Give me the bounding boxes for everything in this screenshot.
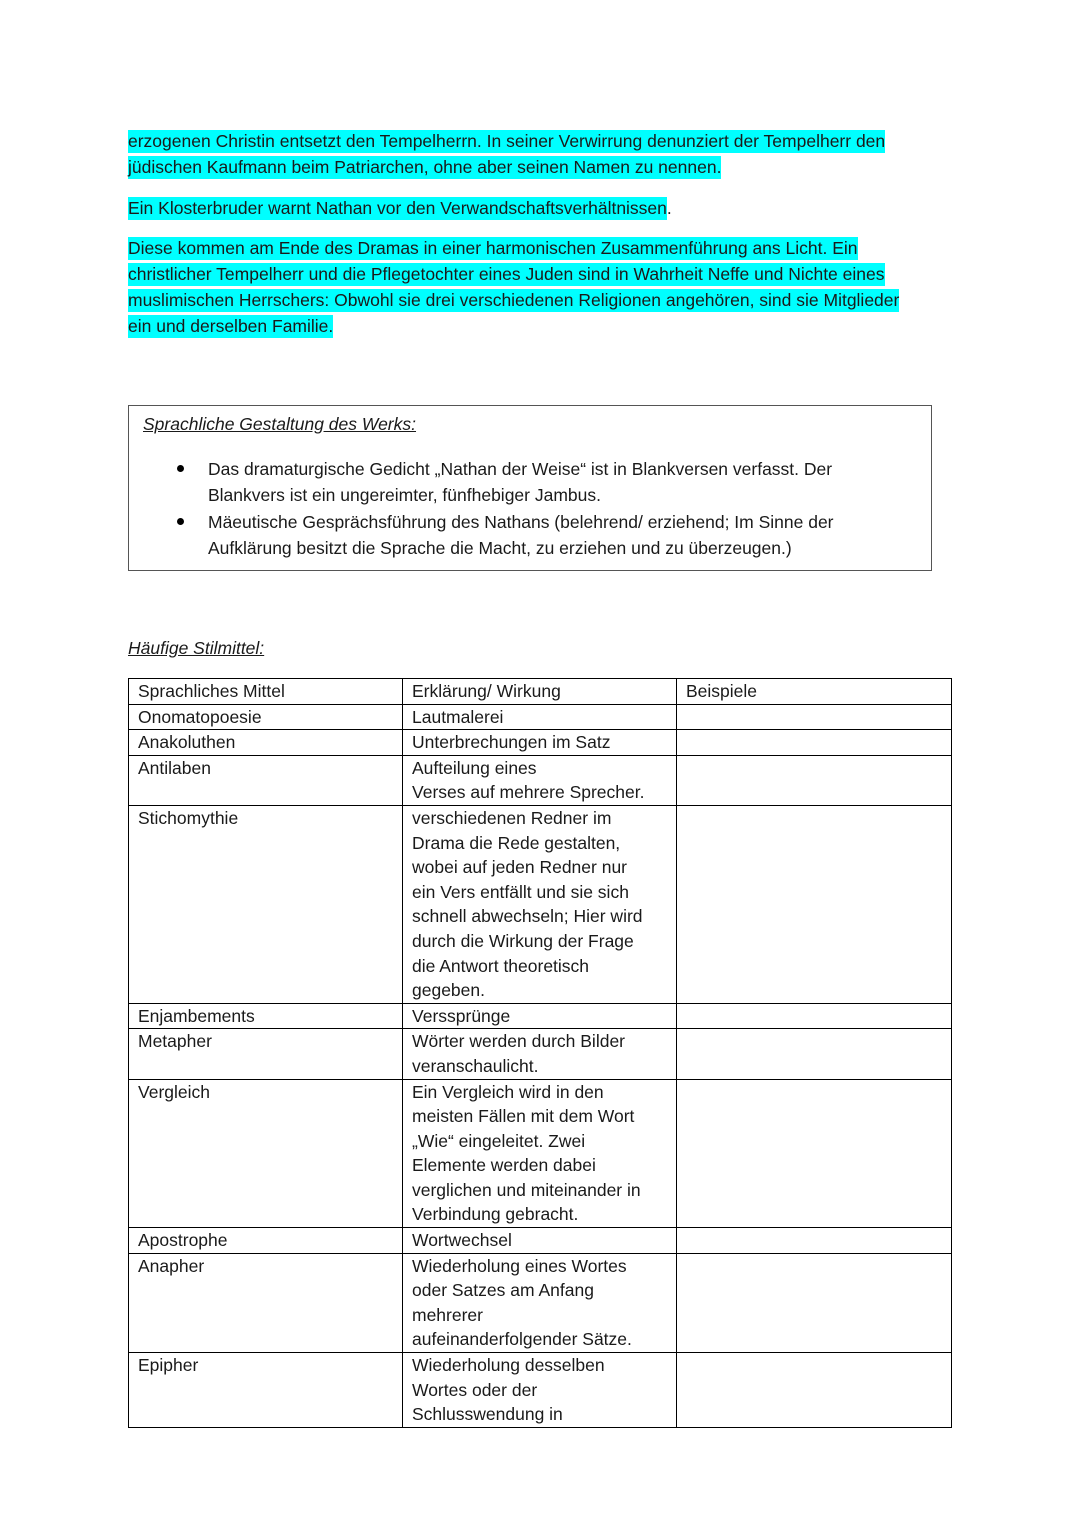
paragraph-line: [128, 195, 672, 221]
bullet-text: Blankvers ist ein ungereimter, fünfhebiger Jambus.: [208, 485, 601, 505]
table-cell: Wortwechsel: [403, 1228, 677, 1254]
stylistic-devices-table: [128, 678, 952, 1428]
table-cell: verschiedenen Redner im Drama die Rede gestalten, wobei auf jeden Redner nur ein Vers entfällt und sie sich schnell abwechseln; Hier wird durch die Wirkung der Frage die Antwort theoretisch gegeben.: [403, 805, 677, 1003]
table-cell: Metapher: [129, 1029, 403, 1079]
table-cell: Unterbrechungen im Satz: [403, 730, 677, 756]
table-cell: [677, 1029, 952, 1079]
table-cell: Wörter werden durch Bilder veranschaulicht.: [403, 1029, 677, 1079]
highlighted-text: jüdischen Kaufmann beim Patriarchen, ohne aber seinen Namen zu nennen.: [128, 157, 722, 177]
bullet-icon: [177, 465, 184, 472]
table-header-cell: Erklärung/ Wirkung: [403, 679, 677, 705]
box-title: Sprachliche Gestaltung des Werks:: [143, 414, 417, 434]
table-cell: Anakoluthen: [129, 730, 403, 756]
table-header-row: [129, 679, 952, 705]
table-cell: Wiederholung eines Wortes oder Satzes am Anfang mehrerer aufeinanderfolgender Sätze.: [403, 1253, 677, 1352]
table-row: [129, 704, 952, 730]
table-cell: Wiederholung desselben Wortes oder der Schlusswendung in: [403, 1353, 677, 1428]
table-cell: Enjambements: [129, 1003, 403, 1029]
table-cell: Vergleich: [129, 1079, 403, 1228]
table-row: [129, 755, 952, 805]
table-cell: Aufteilung eines Verses auf mehrere Sprecher.: [403, 755, 677, 805]
highlighted-text: Diese kommen am Ende des Dramas in einer harmonischen Zusammenführung ans Licht. Ein: [128, 238, 858, 258]
bullet-text: Aufklärung besitzt die Sprache die Macht, zu erziehen und zu überzeugen.): [208, 538, 792, 558]
table-cell: Onomatopoesie: [129, 704, 403, 730]
table-cell: Lautmalerei: [403, 704, 677, 730]
table-cell: [677, 704, 952, 730]
table-row: [129, 1003, 952, 1029]
table-cell: Ein Vergleich wird in den meisten Fällen mit dem Wort „Wie“ eingeleitet. Zwei Elemente werden dabei verglichen und miteinander in Verbindung gebracht.: [403, 1079, 677, 1228]
bullet-text: Das dramaturgische Gedicht „Nathan der Weise“ ist in Blankversen verfasst. Der: [208, 459, 833, 479]
table-row: [129, 1253, 952, 1352]
paragraph-line: [128, 235, 858, 261]
table-cell: Antilaben: [129, 755, 403, 805]
table-cell: [677, 730, 952, 756]
highlighted-text: erzogenen Christin entsetzt den Tempelherrn. In seiner Verwirrung denunziert der Tempelherr den: [128, 131, 886, 151]
table-cell: Epipher: [129, 1353, 403, 1428]
table-row: [129, 1353, 952, 1428]
bullet-text: Mäeutische Gesprächsführung des Nathans (belehrend/ erziehend; Im Sinne der: [208, 512, 834, 532]
paragraph-line: [128, 287, 899, 313]
table-cell: [677, 1228, 952, 1254]
highlighted-text: christlicher Tempelherr und die Pflegetochter eines Juden sind in Wahrheit Neffe und Nichte eines: [128, 264, 885, 284]
table-cell: [677, 1253, 952, 1352]
table-cell: Stichomythie: [129, 805, 403, 1003]
paragraph-line: [128, 154, 721, 180]
highlighted-text: muslimischen Herrschers: Obwohl sie drei verschiedenen Religionen angehören, sind sie Mitglieder: [128, 290, 900, 310]
section-title: Häufige Stilmittel:: [128, 638, 265, 658]
table-cell: [677, 755, 952, 805]
paragraph-line: [128, 313, 333, 339]
paragraph-line: [128, 261, 885, 287]
table-row: [129, 730, 952, 756]
table-cell: [677, 1003, 952, 1029]
bullet-icon: [177, 518, 184, 525]
sentence-period: .: [666, 198, 672, 218]
table-cell: Anapher: [129, 1253, 403, 1352]
table-row: [129, 1228, 952, 1254]
paragraph-line: [128, 128, 885, 154]
language-design-box: [128, 405, 932, 571]
table-header-cell: Sprachliches Mittel: [129, 679, 403, 705]
table-cell: [677, 1079, 952, 1228]
highlighted-text: ein und derselben Familie.: [128, 316, 334, 336]
table-row: [129, 1079, 952, 1228]
highlighted-text: Ein Klosterbruder warnt Nathan vor den Verwandschaftsverhältnissen: [128, 198, 667, 218]
table-cell: [677, 1353, 952, 1428]
table-row: [129, 805, 952, 1003]
table-row: [129, 1029, 952, 1079]
table-cell: Verssprünge: [403, 1003, 677, 1029]
table-cell: Apostrophe: [129, 1228, 403, 1254]
table-cell: [677, 805, 952, 1003]
table-header-cell: Beispiele: [677, 679, 952, 705]
